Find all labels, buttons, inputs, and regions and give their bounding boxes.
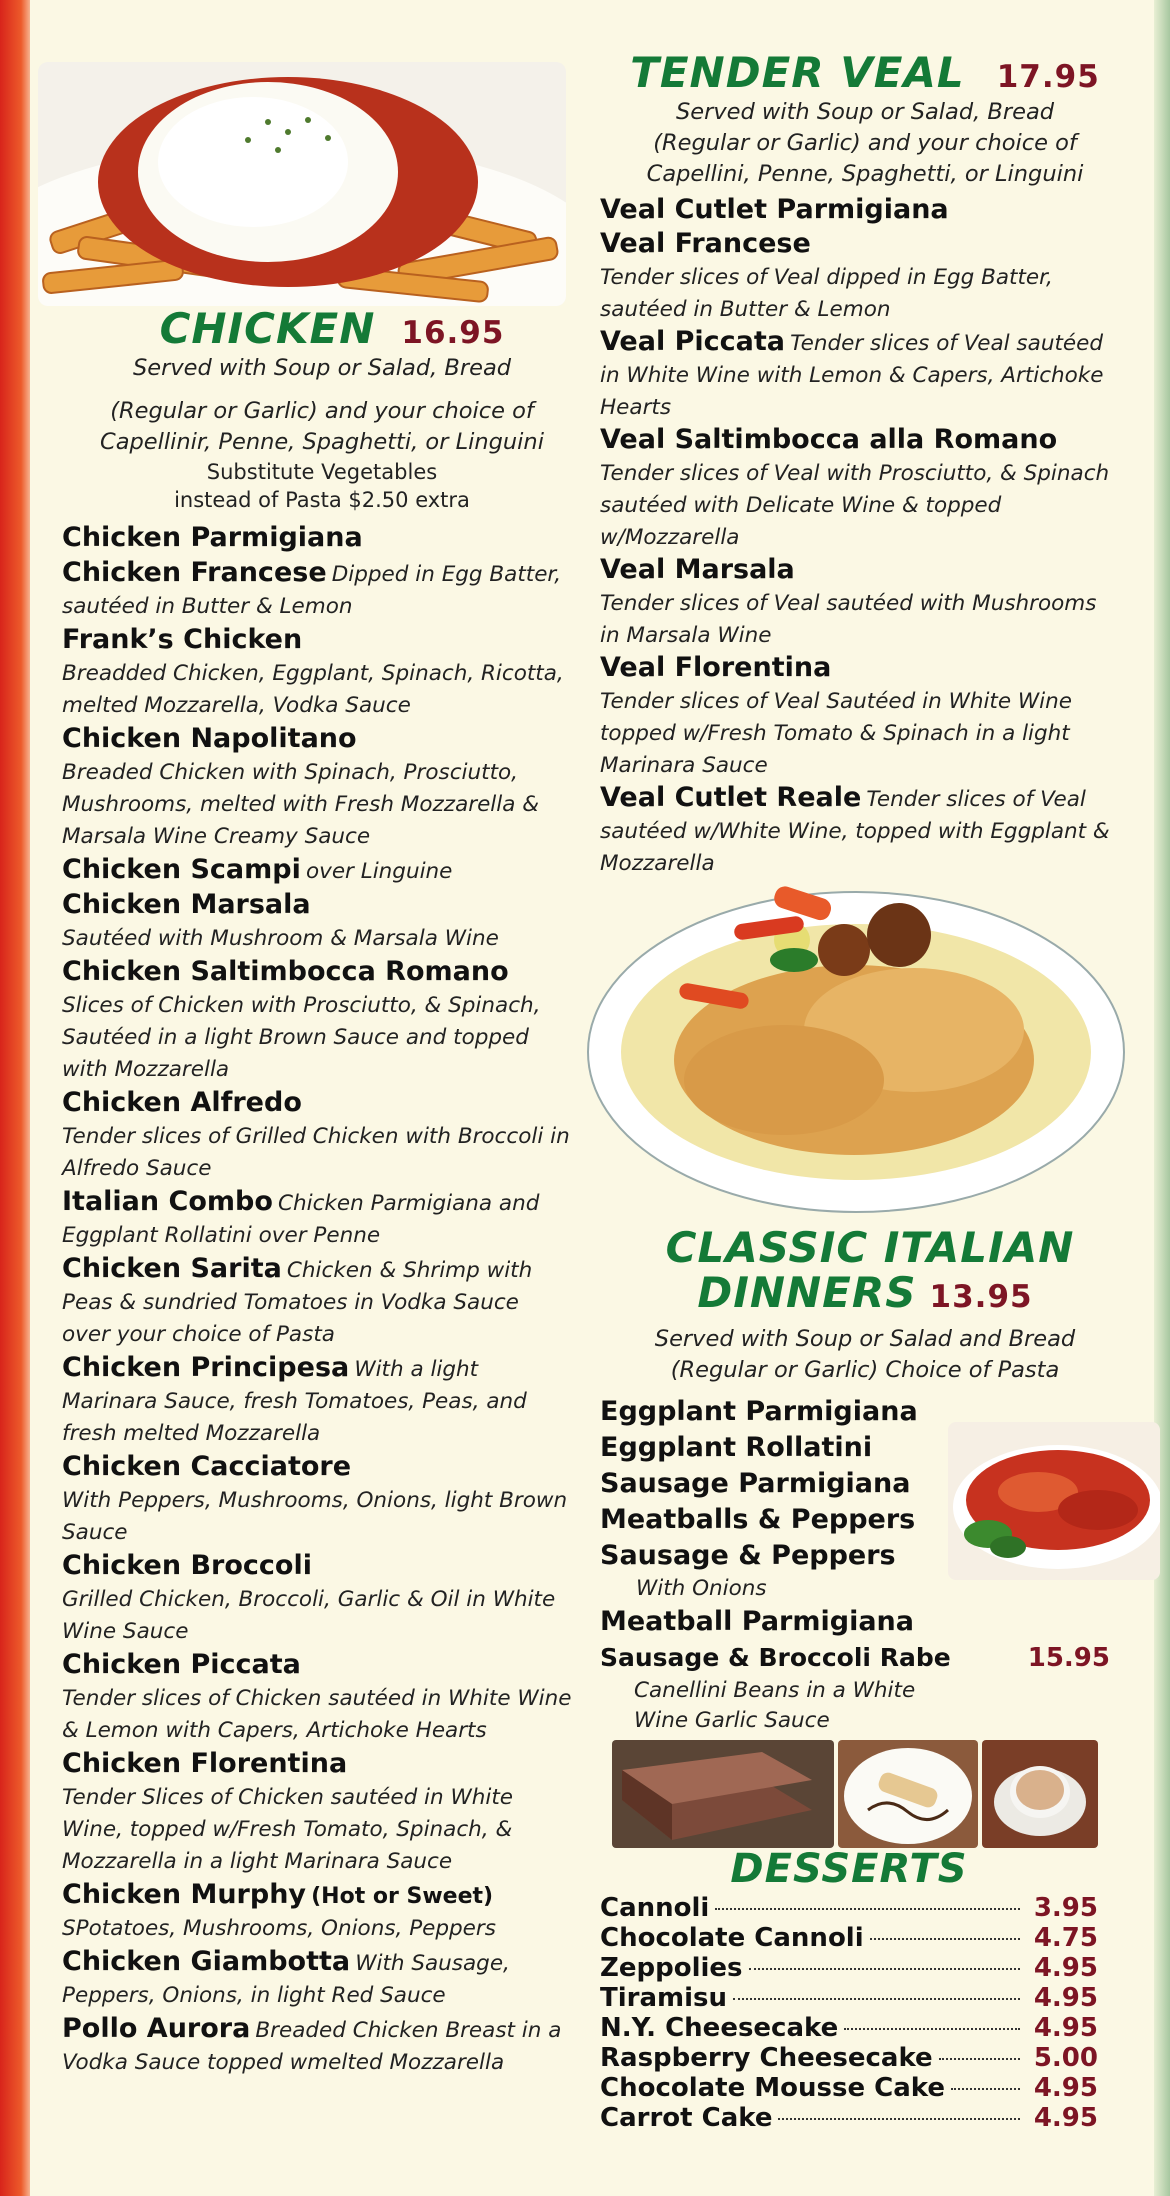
classic-item: Meatballs & Peppers <box>600 1504 916 1535</box>
item-description: Tender slices of Chicken sautéed in White Wine & Lemon with Capers, Artichoke Hearts <box>62 1686 572 1743</box>
item-name: Chicken Cacciatore <box>62 1451 352 1482</box>
dessert-price: 4.75 <box>1033 1923 1098 1953</box>
dot-leader <box>951 2088 1020 2090</box>
menu-item <box>600 782 1120 880</box>
desserts-title: DESSERTS <box>730 1846 968 1892</box>
menu-item <box>62 1186 572 1252</box>
classic-special-desc-2: Wine Garlic Sauce <box>634 1708 830 1733</box>
veal-price: 17.95 <box>996 59 1100 95</box>
item-name: Chicken Marsala <box>62 889 311 920</box>
item-name: Chicken Napolitano <box>62 723 357 754</box>
item-name: Chicken Giambotta <box>62 1946 351 1977</box>
classic-special-desc-1: Canellini Beans in a White <box>634 1678 916 1703</box>
classic-item: Sausage & Peppers <box>600 1540 896 1571</box>
item-description: Breaded Chicken Breast in a Vodka Sauce topped wmelted Mozzarella <box>62 2018 562 2075</box>
menu-item <box>600 194 1120 228</box>
dessert-name: Raspberry Cheesecake <box>600 2043 933 2073</box>
menu-item <box>600 554 1120 652</box>
dessert-row <box>600 2103 1098 2133</box>
item-name: Chicken Broccoli <box>62 1550 312 1581</box>
item-name: Chicken Francese <box>62 557 327 588</box>
item-name: Veal Marsala <box>600 554 795 585</box>
dessert-row <box>600 1893 1098 1923</box>
classic-intro-line-2: (Regular or Garlic) Choice of Pasta <box>670 1357 1060 1383</box>
menu-item <box>62 624 572 722</box>
item-name: Italian Combo <box>62 1186 273 1217</box>
menu-item <box>62 1550 572 1648</box>
dessert-name: Tiramisu <box>600 1983 728 2013</box>
item-name: Chicken Saltimbocca Romano <box>62 956 509 987</box>
item-description: Breaded Chicken with Spinach, Prosciutto, Mushrooms, melted with Fresh Mozzarella & Marsala Wine Creamy Sauce <box>62 760 540 849</box>
menu-item <box>600 228 1120 326</box>
veal-intro-line-3: Capellini, Penne, Spaghetti, or Linguini <box>646 161 1084 187</box>
chicken-substitute-line-1: Substitute Vegetables <box>206 460 438 484</box>
classic-item: Eggplant Rollatini <box>600 1432 873 1463</box>
dessert-name: N.Y. Cheesecake <box>600 2013 839 2043</box>
classic-item-note: With Onions <box>636 1576 767 1601</box>
dessert-price: 4.95 <box>1033 2013 1098 2043</box>
dessert-list <box>600 1893 1098 2133</box>
item-name: Chicken Scampi <box>62 854 301 885</box>
chicken-item-list <box>62 522 572 2079</box>
chicken-parmigiana-photo <box>38 62 566 306</box>
chicken-intro-line-1: Served with Soup or Salad, Bread <box>132 355 512 381</box>
item-name: Veal Saltimbocca alla Romano <box>600 424 1058 455</box>
dessert-price: 4.95 <box>1033 1983 1098 2013</box>
menu-item <box>62 557 572 623</box>
menu-item <box>600 326 1120 424</box>
item-name: Pollo Aurora <box>62 2013 251 2044</box>
dessert-row <box>600 1953 1098 1983</box>
dot-leader <box>870 1938 1020 1940</box>
veal-plate-photo <box>584 880 1129 1220</box>
item-description: Tender slices of Veal Sautéed in White Wine topped w/Fresh Tomato & Spinach in a light Marinara Sauce <box>600 689 1073 778</box>
cannoli-plate-photo <box>838 1740 978 1848</box>
chicken-heading <box>92 304 572 353</box>
menu-item <box>62 1879 572 1945</box>
classic-special-row <box>600 1640 1130 1676</box>
item-name: Veal Cutlet Reale <box>600 782 862 813</box>
item-name: Frank’s Chicken <box>62 624 303 655</box>
classic-item: Meatball Parmigiana <box>600 1606 914 1637</box>
item-description: Dipped in Egg Batter, sautéed in Butter & Lemon <box>62 562 562 619</box>
classic-special-name: Sausage & Broccoli Rabe <box>600 1643 951 1672</box>
menu-item <box>62 1087 572 1185</box>
dessert-name: Chocolate Cannoli <box>600 1923 864 1953</box>
dessert-row <box>600 2013 1098 2043</box>
item-name: Veal Piccata <box>600 326 786 357</box>
item-description: Tender slices of Veal with Prosciutto, & Spinach sautéed with Delicate Wine & topped w/Mozzarella <box>600 461 1110 550</box>
classic-price: 13.95 <box>929 1279 1033 1315</box>
item-description: Tender Slices of Chicken sautéed in White Wine, topped w/Fresh Tomato, Spinach, & Mozzarella in a light Marinara Sauce <box>62 1785 514 1874</box>
dot-leader <box>844 2028 1020 2030</box>
dessert-name: Chocolate Mousse Cake <box>600 2073 946 2103</box>
item-description: Slices of Chicken with Prosciutto, & Spinach, Sautéed in a light Brown Sauce and topped with Mozzarella <box>62 993 541 1082</box>
item-description: With Sausage, Peppers, Onions, in light Red Sauce <box>62 1951 510 2008</box>
classic-special-price: 15.95 <box>1027 1643 1110 1673</box>
item-description: Tender slices of Veal sautéed in White Wine with Lemon & Capers, Artichoke Hearts <box>600 331 1104 420</box>
dessert-row <box>600 1923 1098 1953</box>
dessert-price: 5.00 <box>1033 2043 1098 2073</box>
item-description: SPotatoes, Mushrooms, Onions, Peppers <box>62 1916 496 1941</box>
item-name: Veal Francese <box>600 228 811 259</box>
item-description: Grilled Chicken, Broccoli, Garlic & Oil in White Wine Sauce <box>62 1587 556 1644</box>
dessert-name: Zeppolies <box>600 1953 743 1983</box>
veal-heading <box>600 48 1130 97</box>
item-name: Veal Cutlet Parmigiana <box>600 194 949 225</box>
menu-item <box>62 889 572 955</box>
chicken-intro-line-3: Capellinir, Penne, Spaghetti, or Linguini <box>100 429 544 455</box>
right-border-stripe <box>1154 0 1170 2196</box>
dessert-price: 3.95 <box>1033 1893 1098 1923</box>
menu-item <box>62 1352 572 1450</box>
item-name: Chicken Alfredo <box>62 1087 302 1118</box>
classic-title-line-2: DINNERS <box>697 1268 917 1317</box>
dot-leader <box>749 1968 1020 1970</box>
item-description: Tender slices of Veal sautéed w/White Wine, topped with Eggplant & Mozzarella <box>600 787 1110 876</box>
item-description: over Linguine <box>305 859 453 884</box>
dessert-row <box>600 2043 1098 2073</box>
dessert-name: Cannoli <box>600 1893 710 1923</box>
menu-item <box>62 956 572 1086</box>
veal-intro-line-1: Served with Soup or Salad, Bread <box>675 99 1055 125</box>
dessert-row <box>600 2073 1098 2103</box>
item-description: Tender slices of Veal sautéed with Mushrooms in Marsala Wine <box>600 591 1097 648</box>
menu-item <box>62 1946 572 2012</box>
item-name: Veal Florentina <box>600 652 832 683</box>
chicken-intro-line-2: (Regular or Garlic) and your choice of <box>110 398 534 424</box>
left-border-stripe <box>0 0 30 2196</box>
coffee-cup-photo <box>982 1740 1098 1848</box>
chicken-title: CHICKEN <box>159 304 376 353</box>
classic-title-line-1: CLASSIC ITALIAN <box>665 1223 1075 1272</box>
item-name: Chicken Sarita <box>62 1253 282 1284</box>
veal-title: TENDER VEAL <box>630 48 965 97</box>
item-description: With Peppers, Mushrooms, Onions, light Brown Sauce <box>62 1488 568 1545</box>
menu-item <box>62 723 572 853</box>
dot-leader <box>778 2118 1020 2120</box>
dot-leader <box>733 1998 1020 2000</box>
classic-item: Sausage Parmigiana <box>600 1468 911 1499</box>
classic-item: Eggplant Parmigiana <box>600 1396 918 1427</box>
desserts-section <box>600 1845 1098 2133</box>
dessert-price: 4.95 <box>1033 1953 1098 1983</box>
veal-intro-line-2: (Regular or Garlic) and your choice of <box>653 130 1077 156</box>
menu-item <box>62 1748 572 1878</box>
item-description: Tender slices of Grilled Chicken with Broccoli in Alfredo Sauce <box>62 1124 570 1181</box>
classic-intro-line-1: Served with Soup or Salad and Bread <box>654 1326 1076 1352</box>
item-description: Chicken & Shrimp with Peas & sundried Tomatoes in Vodka Sauce over your choice of Pasta <box>62 1258 533 1347</box>
item-name: Chicken Piccata <box>62 1649 301 1680</box>
chicken-price: 16.95 <box>401 315 505 351</box>
menu-item <box>62 1451 572 1549</box>
dot-leader <box>715 1908 1020 1910</box>
item-description: Breadded Chicken, Eggplant, Spinach, Ricotta, melted Mozzarella, Vodka Sauce <box>62 661 564 718</box>
menu-item <box>62 1253 572 1351</box>
dessert-price: 4.95 <box>1033 2073 1098 2103</box>
item-name: Chicken Parmigiana <box>62 522 363 553</box>
veal-item-list <box>600 194 1120 880</box>
menu-item <box>600 424 1120 554</box>
menu-item <box>600 652 1120 782</box>
item-description: With a light Marinara Sauce, fresh Tomatoes, Peas, and fresh melted Mozzarella <box>62 1357 527 1446</box>
veal-section <box>600 48 1130 880</box>
dessert-name: Carrot Cake <box>600 2103 773 2133</box>
item-name: Chicken Murphy <box>62 1879 307 1910</box>
item-description: Tender slices of Veal dipped in Egg Batter, sautéed in Butter & Lemon <box>600 265 1053 322</box>
menu-item <box>62 2013 572 2079</box>
item-name: Chicken Florentina <box>62 1748 348 1779</box>
chicken-substitute-line-2: instead of Pasta $2.50 extra <box>174 488 470 512</box>
eggplant-rollatini-photo <box>948 1422 1160 1580</box>
dot-leader <box>939 2058 1020 2060</box>
item-name: Chicken Principesa <box>62 1352 350 1383</box>
item-description: Chicken Parmigiana and Eggplant Rollatini over Penne <box>62 1191 540 1248</box>
menu-item <box>62 854 572 888</box>
chocolate-cake-photo <box>612 1740 834 1848</box>
dessert-row <box>600 1983 1098 2013</box>
item-extra: (Hot or Sweet) <box>311 1884 494 1909</box>
menu-item <box>62 522 572 556</box>
dessert-price: 4.95 <box>1033 2103 1098 2133</box>
chicken-section <box>62 304 572 2080</box>
menu-item <box>62 1649 572 1747</box>
item-description: Sautéed with Mushroom & Marsala Wine <box>62 926 499 951</box>
